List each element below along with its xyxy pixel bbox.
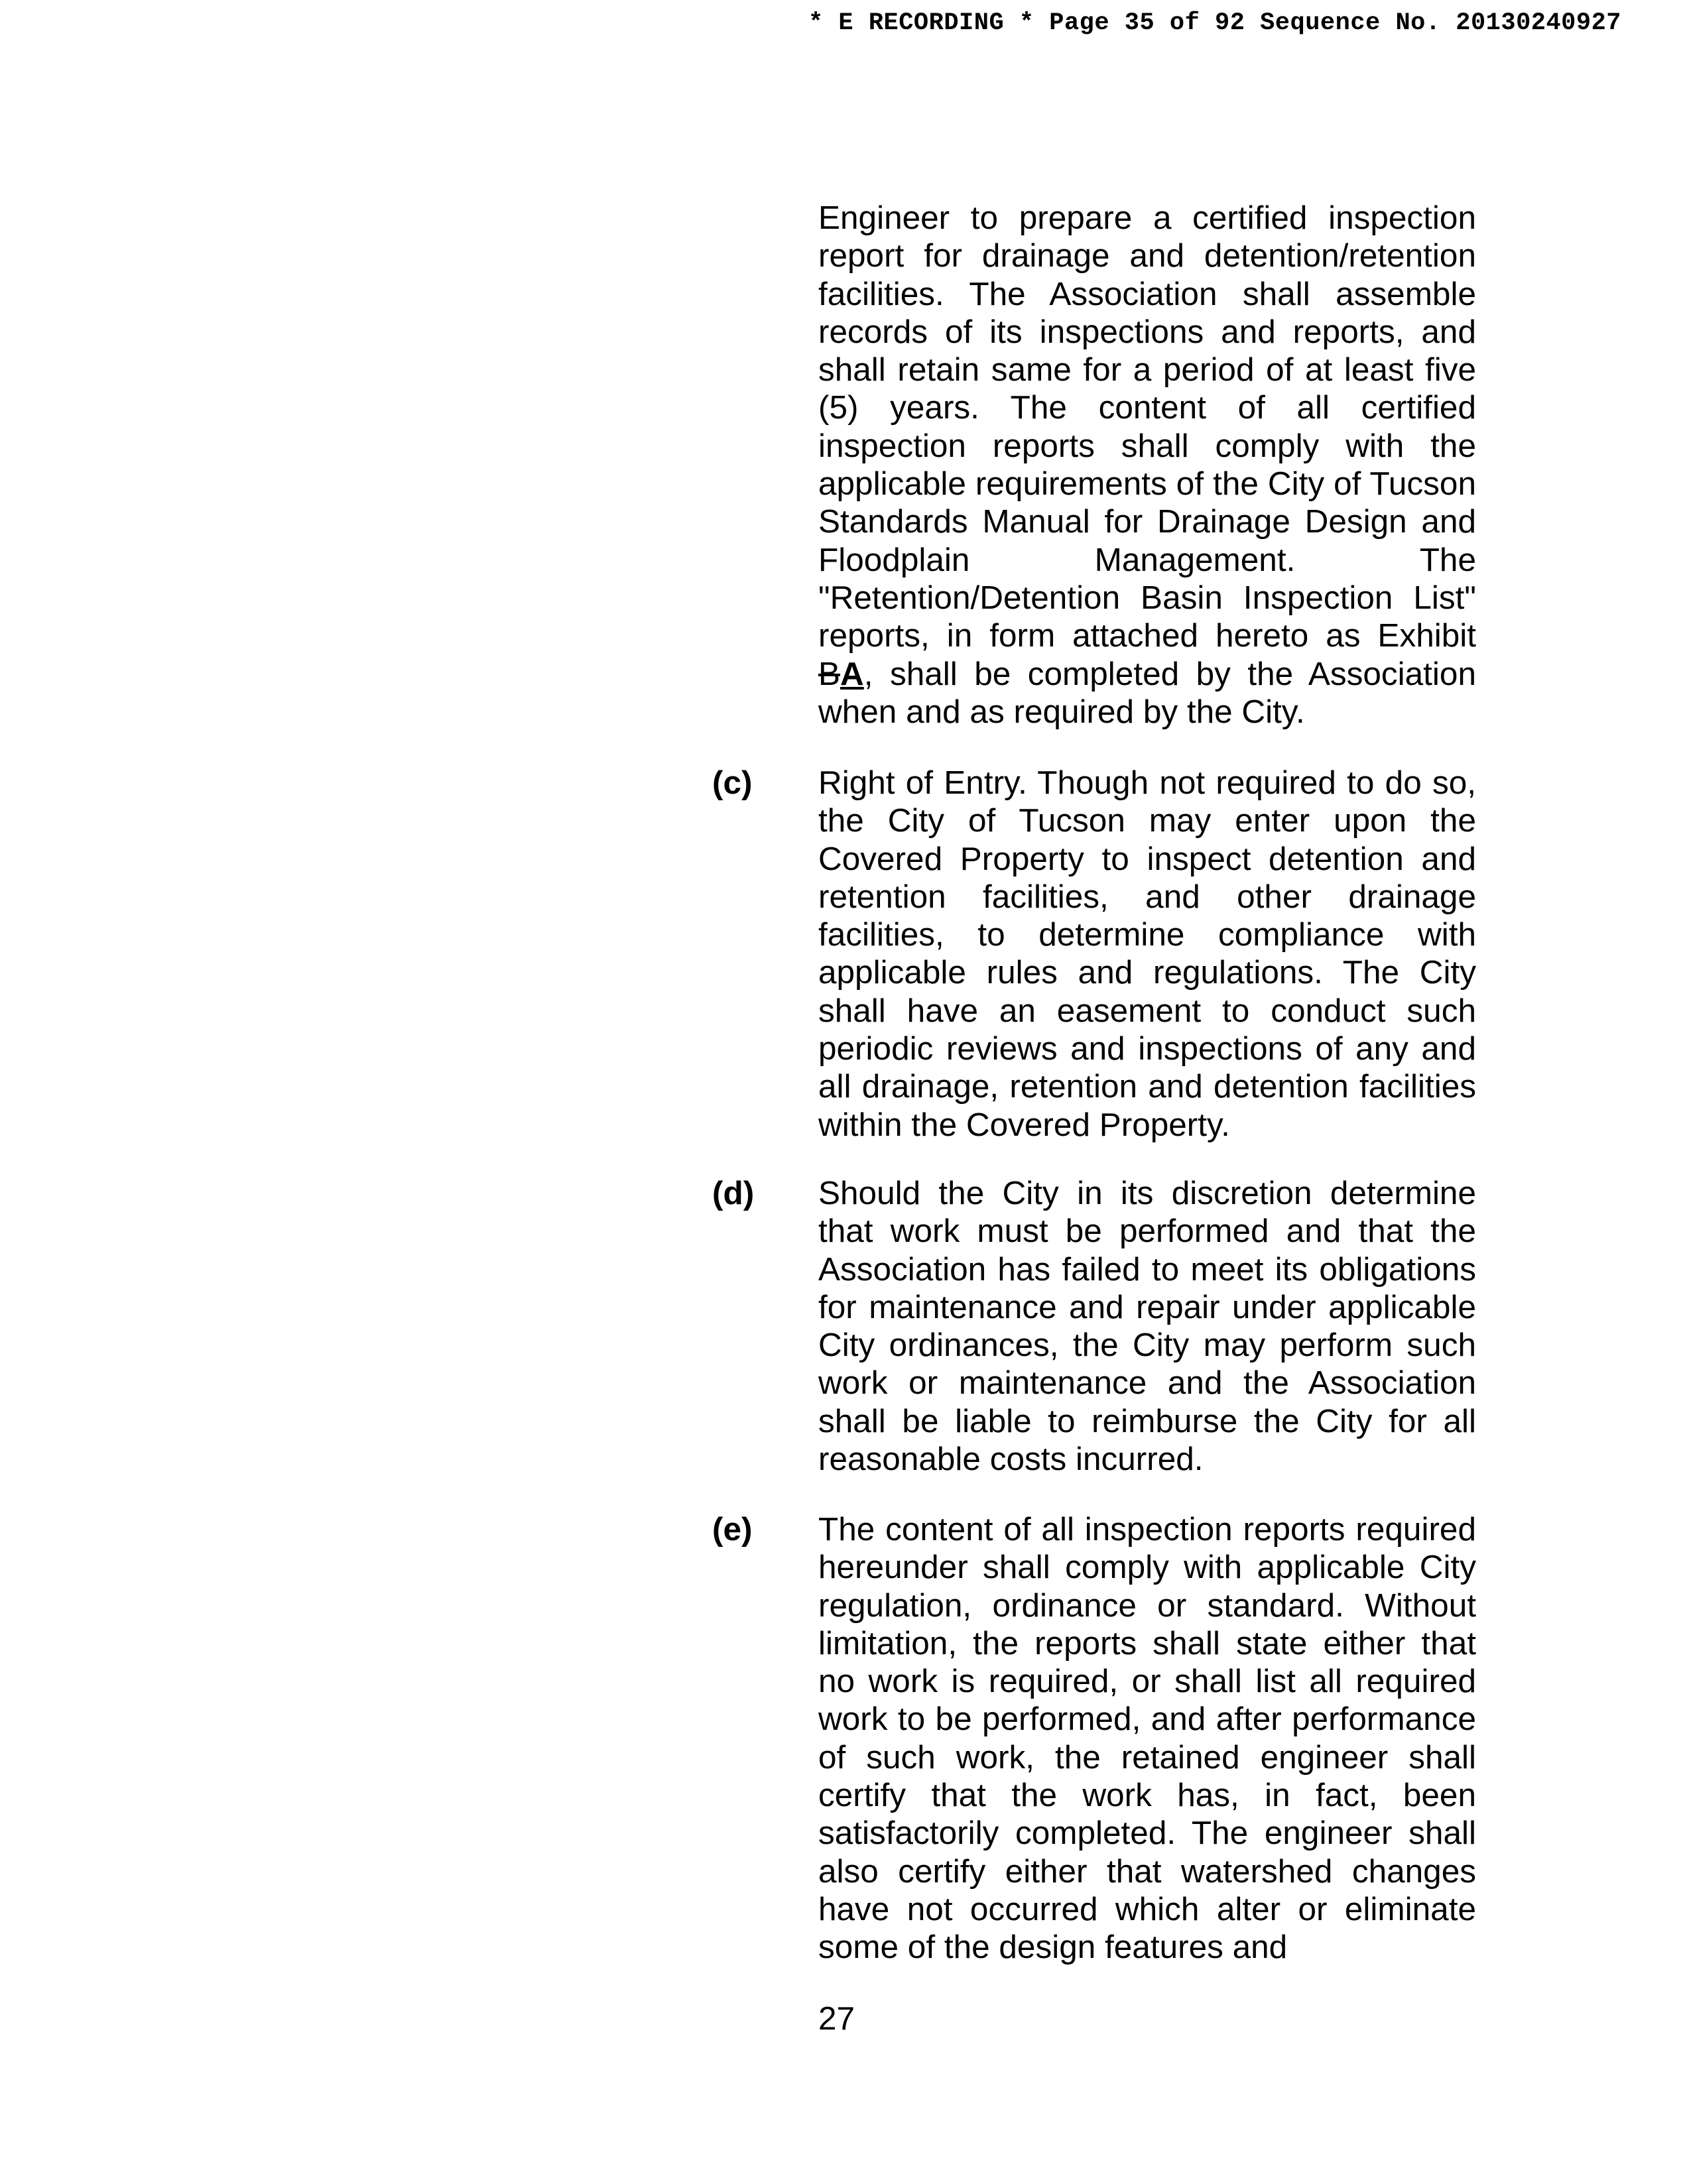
paragraph-label-c: (c) (712, 764, 753, 801)
recording-header: * E RECORDING * Page 35 of 92 Sequence No. 20130240927 (808, 9, 1621, 37)
paragraph-d: Should the City in its discretion determine that work must be performed and that the Association has failed to meet its obligations for maintenance and repair under applicable City ordinances, the City may perform such work or maintenance and the Association shall be liable to reimburse the City for all reasonable costs incurred. (818, 1175, 1476, 1478)
struck-exhibit-letter: B (818, 655, 841, 692)
paragraph-continuation-text: Engineer to prepare a certified inspection report for drainage and detention/retention facilities. The Association shall assemble records of its inspections and reports, and shall retain same for a period of at least five (5) years. The content of all certified inspection reports shall comply with the applicable requirements of the City of Tucson Standards Manual for Drainage Design and Floodplain Management. The "Retention/Detention Basin Inspection List" reports, in form attached hereto as Exhibit (818, 200, 1476, 654)
page-number: 27 (818, 2000, 855, 2037)
paragraph-label-d: (d) (712, 1175, 755, 1211)
paragraph-c: Right of Entry. Though not required to do so, the City of Tucson may enter upon the Covered Property to inspect detention and retention facilities, and other drainage facilities, to determine compliance with applicable rules and regulations. The City shall have an easement to conduct such periodic reviews and inspections of any and all drainage, retention and detention facilities within the Covered Property. (818, 764, 1476, 1143)
inserted-exhibit-letter: A (840, 655, 864, 692)
paragraph-continuation-end: , shall be completed by the Association when and as required by the City. (818, 655, 1476, 730)
paragraph-e: The content of all inspection reports required hereunder shall comply with applicable City regulation, ordinance or standard. Without limitation, the reports shall state either that no work is required, or shall list all required work to be performed, and after performance of such work, the retained engineer shall certify that the work has, in fact, been satisfactorily completed. The engineer shall also certify either that watershed changes have not occurred which alter or eliminate some of the design features and (818, 1511, 1476, 1966)
paragraph-continuation (818, 199, 1476, 731)
paragraph-label-e: (e) (712, 1511, 753, 1547)
